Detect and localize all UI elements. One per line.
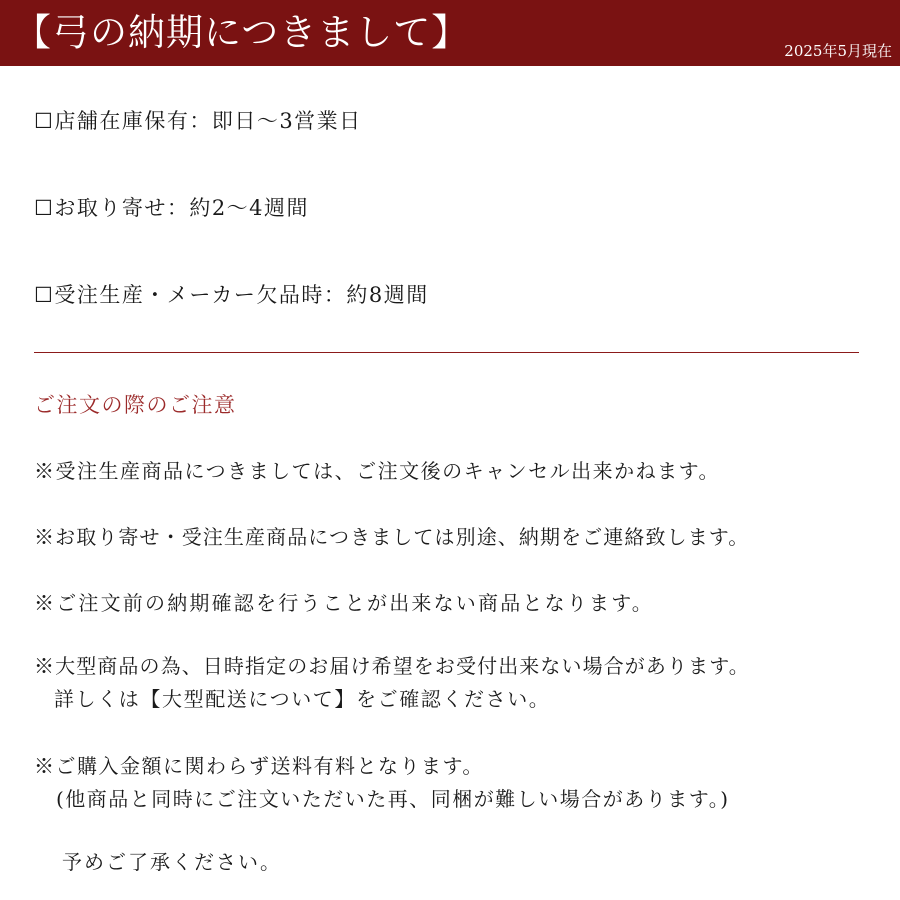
as-of-date: 2025年5月現在	[784, 42, 892, 60]
lead-time-special-order: ☐お取り寄せ：約2～4週間	[34, 196, 310, 220]
lead-time-made-to-order: ☐受注生産・メーカー欠品時：約8週間	[34, 283, 429, 307]
note-acknowledgement: 予めご了承ください。	[62, 850, 282, 874]
note-shipping-bundle: (他商品と同時にご注文いただいた再、同梱が難しい場合があります。)	[56, 787, 730, 811]
note-cancellation: ※受注生産商品につきましては、ご注文後のキャンセル出来かねます。	[34, 459, 720, 483]
note-no-lead-time-check: ※ご注文前の納期確認を行うことが出来ない商品となります。	[34, 591, 654, 615]
page-header	[0, 0, 900, 66]
note-shipping-fee: ※ご購入金額に関わらず送料有料となります。	[34, 754, 484, 778]
note-large-item: ※大型商品の為、日時指定のお届け希望をお受付出来ない場合があります。	[34, 654, 750, 678]
note-special-order-contact: ※お取り寄せ・受注生産商品につきましては別途、納期をご連絡致します。	[34, 525, 750, 549]
lead-time-in-stock: ☐店舗在庫保有：即日～3営業日	[34, 109, 362, 133]
section-divider	[34, 352, 859, 353]
notes-heading: ご注文の際のご注意	[34, 393, 237, 417]
note-large-item-detail: 詳しくは【大型配送について】をご確認ください。	[54, 687, 551, 711]
page-title: 【弓の納期につきまして】	[14, 11, 470, 54]
